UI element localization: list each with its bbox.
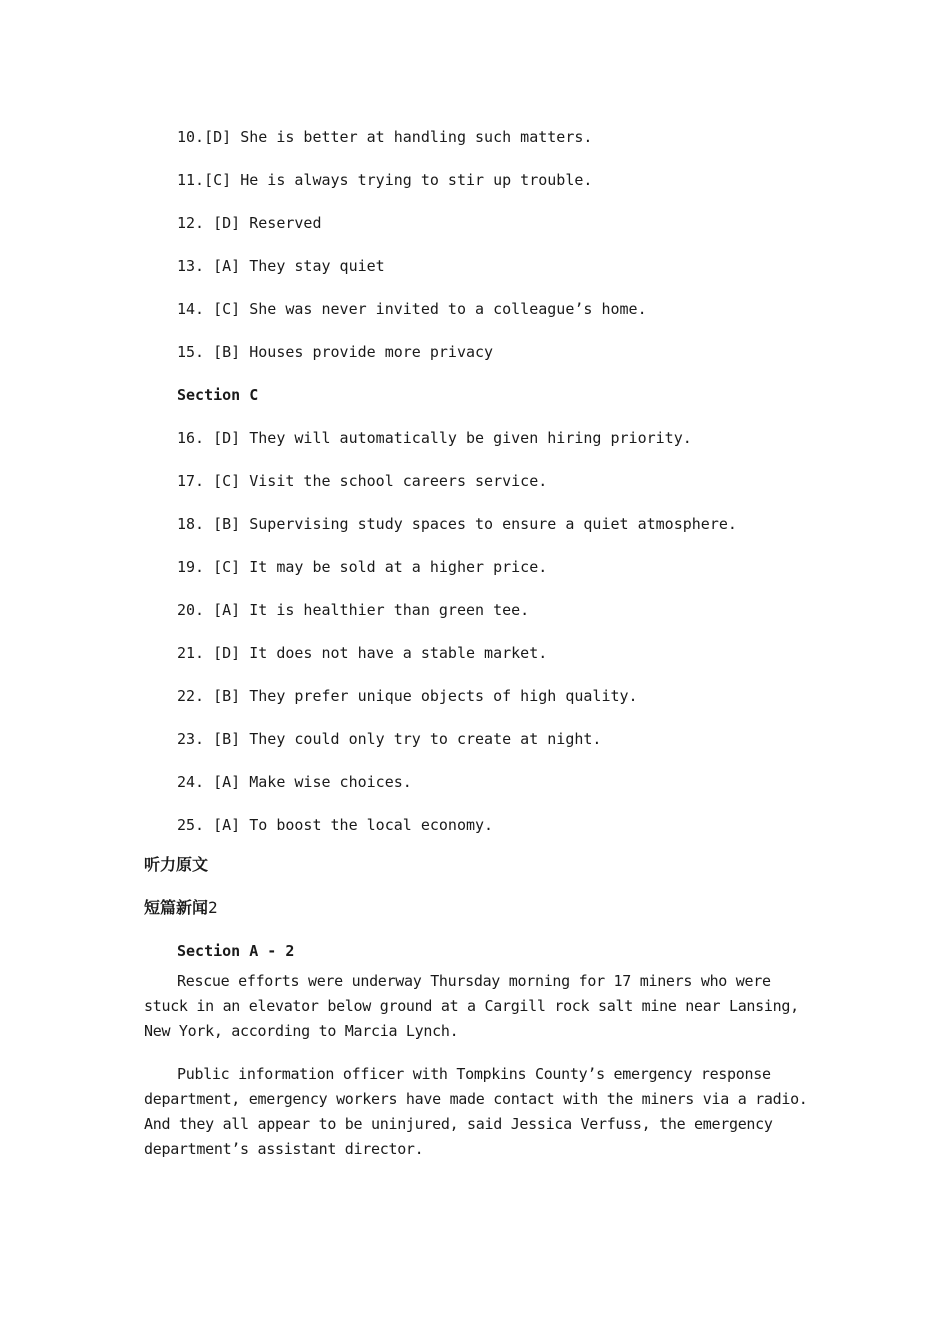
answer-item-20: 20. [A] It is healthier than green tee.	[177, 601, 530, 619]
answer-item-10: 10.[D] She is better at handling such matters.	[177, 128, 593, 146]
answer-item-23: 23. [B] They could only try to create at night.	[177, 730, 602, 748]
answer-item-11: 11.[C] He is always trying to stir up trouble.	[177, 171, 593, 189]
news-heading-label: 短篇新闻	[144, 898, 209, 917]
paragraph-2: Public information officer with Tompkins County’s emergency response department, emergency workers have made contact with the miners via a radio. And they all appear to be uninjured, said Jessica Verfuss, the emergency department’s assistant director.	[144, 1065, 808, 1158]
paragraph-1: Rescue efforts were underway Thursday morning for 17 miners who were stuck in an elevator below ground at a Cargill rock salt mine near Lansing, New York, according to Marcia Lynch.	[144, 972, 799, 1040]
answer-item-18: 18. [B] Supervising study spaces to ensure a quiet atmosphere.	[177, 515, 737, 533]
answer-item-16: 16. [D] They will automatically be given hiring priority.	[177, 429, 692, 447]
answer-item-24: 24. [A] Make wise choices.	[177, 773, 412, 791]
answer-item-22: 22. [B] They prefer unique objects of high quality.	[177, 687, 638, 705]
answer-item-12: 12. [D] Reserved	[177, 214, 322, 232]
answer-item-14: 14. [C] She was never invited to a colleague’s home.	[177, 300, 647, 318]
answer-item-25: 25. [A] To boost the local economy.	[177, 816, 494, 834]
answer-item-19: 19. [C] It may be sold at a higher price.	[177, 558, 548, 576]
answer-item-13: 13. [A] They stay quiet	[177, 257, 385, 275]
answer-list	[177, 126, 817, 857]
section-a2-heading: Section A - 2	[177, 942, 295, 960]
news-heading	[144, 897, 218, 919]
section-c-heading: Section C	[177, 386, 259, 404]
transcript-heading: 听力原文	[144, 855, 209, 874]
news-heading-number: 2	[208, 898, 218, 917]
answer-item-21: 21. [D] It does not have a stable market.	[177, 644, 548, 662]
answer-item-17: 17. [C] Visit the school careers service.	[177, 472, 548, 490]
answer-item-15: 15. [B] Houses provide more privacy	[177, 343, 494, 361]
